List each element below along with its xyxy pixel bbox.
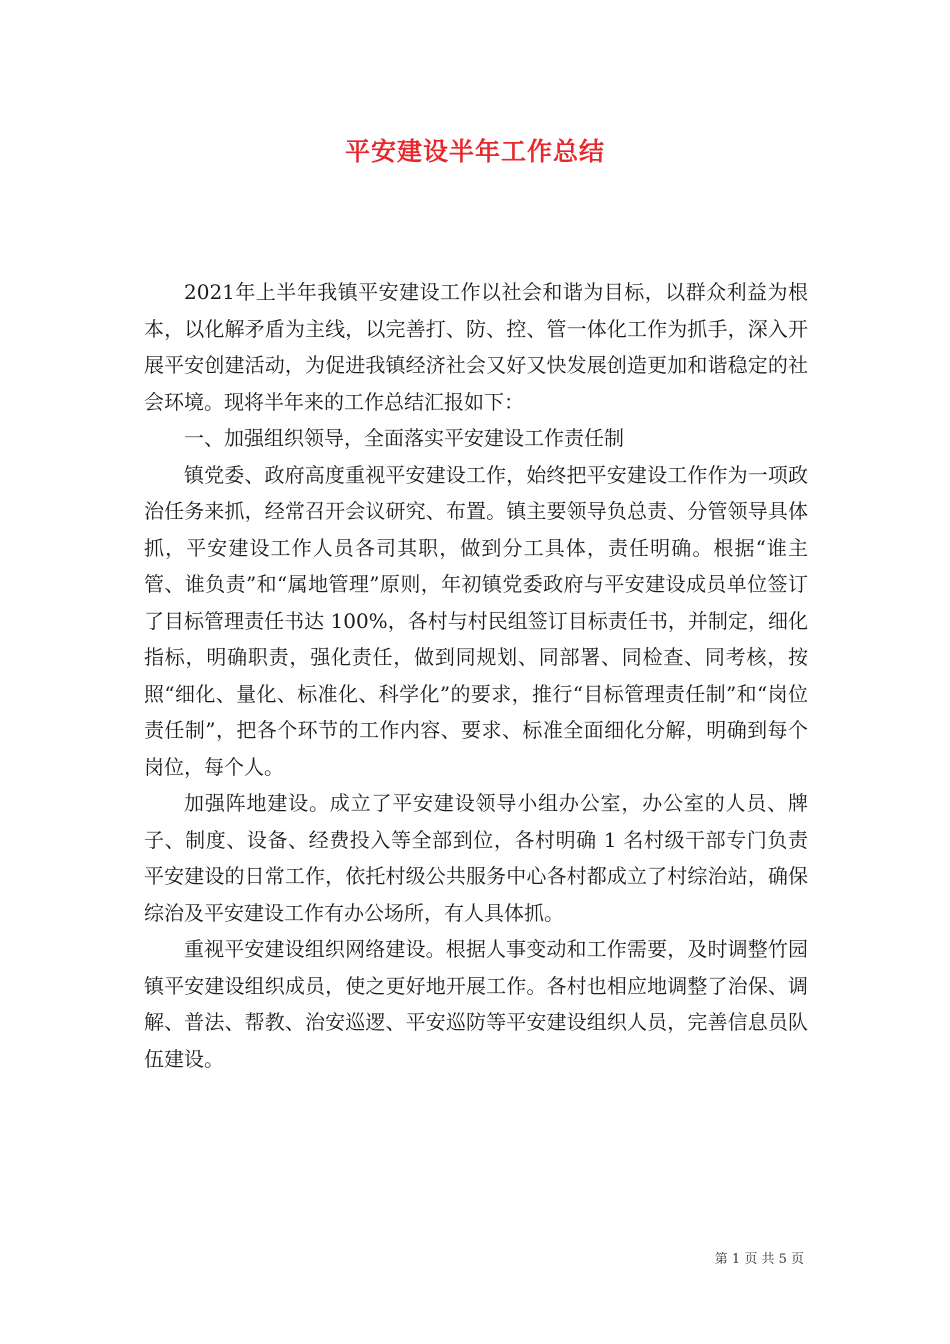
page-number: 第 1 页 共 5 页: [714, 1252, 804, 1267]
paragraph-intro: 2021年上半年我镇平安建设工作以社会和谐为目标，以群众利益为根本，以化解矛盾为主线，以完善打、防、控、管一体化工作为抓手，深入开展平安创建活动，为促进我镇经济社会又好又快发展创造更加和谐稳定的社会环境。现将半年来的工作总结汇报如下：: [144, 280, 808, 414]
section-heading-1: 一、加强组织领导，全面落实平安建设工作责任制: [184, 426, 624, 450]
document-body: [144, 274, 808, 1077]
paragraph-network-construction: 重视平安建设组织网络建设。根据人事变动和工作需要，及时调整竹园镇平安建设组织成员，使之更好地开展工作。各村也相应地调整了治保、调解、普法、帮教、治安巡逻、平安巡防等平安建设组织人员，完善信息员队伍建设。: [144, 937, 808, 1071]
document-title: 平安建设半年工作总结: [344, 137, 605, 166]
paragraph-leadership: 镇党委、政府高度重视平安建设工作，始终把平安建设工作作为一项政治任务来抓，经常召开会议研究、布置。镇主要领导负总责、分管领导具体抓，平安建设工作人员各司其职，做到分工具体，责任明确。根据“谁主管、谁负责”和“属地管理”原则，年初镇党委政府与平安建设成员单位签订了目标管理责任书达 100%，各村与村民组签订目标责任书，并制定，细化指标，明确职责，强化责任，做到同规划、同部署、同检查、同考核，按照“细化、量化、标准化、科学化”的要求，推行“目标管理责任制”和“岗位责任制”，把各个环节的工作内容、要求、标准全面细化分解，明确到每个岗位，每个人。: [144, 462, 808, 779]
paragraph-base-construction: 加强阵地建设。成立了平安建设领导小组办公室，办公室的人员、牌子、制度、设备、经费投入等全部到位，各村明确 1 名村级干部专门负责平安建设的日常工作，依托村级公共服务中心各村都成立了村综治站，确保综治及平安建设工作有办公场所，有人具体抓。: [144, 791, 808, 925]
